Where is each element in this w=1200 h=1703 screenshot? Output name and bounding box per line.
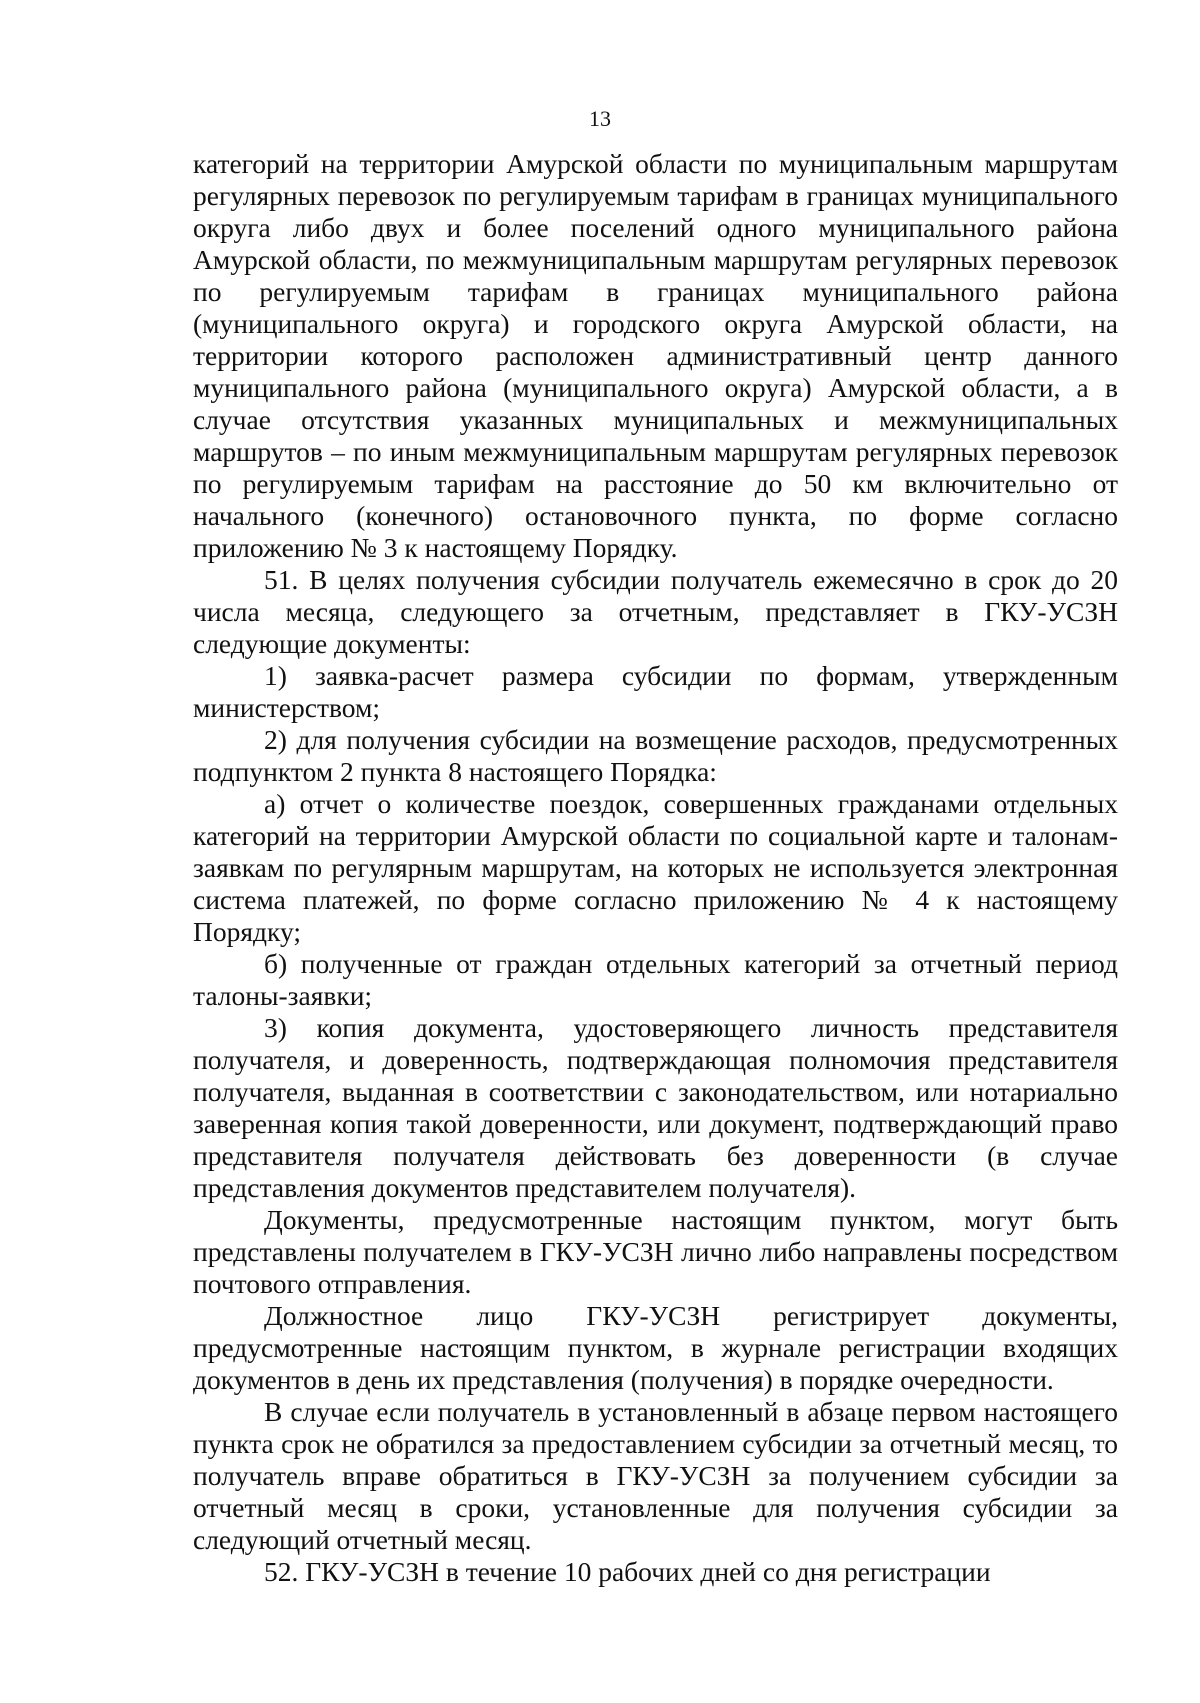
page-number: 13 xyxy=(589,106,611,131)
paragraph-subitem-2b: б) полученные от граждан отдельных категорий за отчетный период талоны-заявки; xyxy=(193,948,1118,1011)
paragraph-documents-submission: Документы, предусмотренные настоящим пунктом, могут быть представлены получателем в ГКУ-УСЗН лично либо направлены посредством почтового отправления. xyxy=(193,1204,1118,1299)
paragraph-continuation: категорий на территории Амурской области по муниципальным маршрутам регулярных перевозок по регулируемым тарифам в границах муниципального округа либо двух и более поселений одного муниципального района Амурской области, по межмуниципальным маршрутам регулярных перевозок по регулируемым тарифам в границах муниципального района (муниципального округа) и городского округа Амурской области, на территории которого расположен административный центр данного муниципального района (муниципального округа) Амурской области, а в случае отсутствия указанных муниципальных и межмуниципальных маршрутов – по иным межмуниципальным маршрутам регулярных перевозок по регулируемым тарифам на расстояние до 50 км включительно от начального (конечного) остановочного пункта, по форме согласно приложению № 3 к настоящему Порядку. xyxy=(193,148,1118,563)
paragraph-subitem-1: 1) заявка-расчет размера субсидии по формам, утвержденным министерством; xyxy=(193,660,1118,723)
paragraph-subitem-2a: а) отчет о количестве поездок, совершенных гражданами отдельных категорий на территории Амурской области по социальной карте и талонам-заявкам по регулярным маршрутам, на которых не используется электронная система платежей, по форме согласно приложению № 4 к настоящему Порядку; xyxy=(193,788,1118,947)
paragraph-item-52: 52. ГКУ-УСЗН в течение 10 рабочих дней со дня регистрации xyxy=(264,1556,991,1587)
document-body xyxy=(193,148,1118,1588)
paragraph-subitem-2: 2) для получения субсидии на возмещение расходов, предусмотренных подпунктом 2 пункта 8 настоящего Порядка: xyxy=(193,724,1118,787)
paragraph-late-submission: В случае если получатель в установленный в абзаце первом настоящего пункта срок не обратился за предоставлением субсидии за отчетный месяц, то получатель вправе обратиться в ГКУ-УСЗН за получением субсидии за отчетный месяц в сроки, установленные для получения субсидии за следующий отчетный месяц. xyxy=(193,1396,1118,1555)
paragraph-item-51: 51. В целях получения субсидии получатель ежемесячно в срок до 20 числа месяца, следующего за отчетным, представляет в ГКУ-УСЗН следующие документы: xyxy=(193,564,1118,659)
paragraph-registration: Должностное лицо ГКУ-УСЗН регистрирует документы, предусмотренные настоящим пунктом, в журнале регистрации входящих документов в день их представления (получения) в порядке очередности. xyxy=(193,1300,1118,1395)
paragraph-subitem-3: 3) копия документа, удостоверяющего личность представителя получателя, и доверенность, подтверждающая полномочия представителя получателя, выданная в соответствии с законодательством, или нотариально заверенная копия такой доверенности, или документ, подтверждающий право представителя получателя действовать без доверенности (в случае представления документов представителем получателя). xyxy=(193,1012,1118,1203)
